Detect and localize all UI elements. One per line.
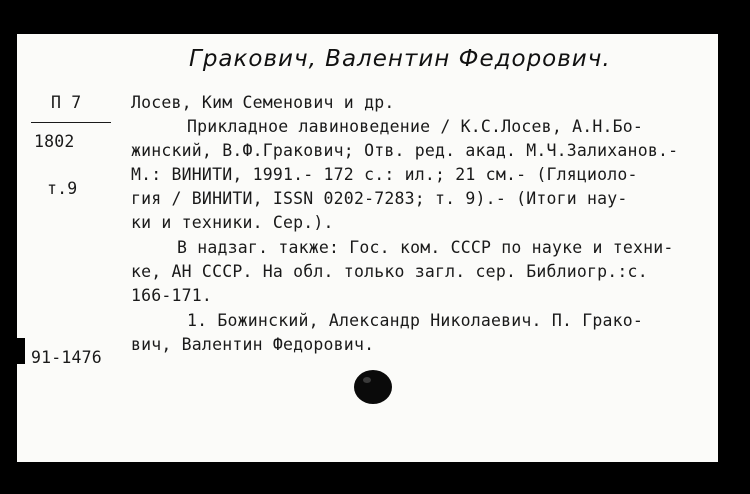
main-author: Лосев, Ким Семенович и др. <box>131 93 395 112</box>
call-number: 1802 <box>34 132 75 151</box>
handwritten-heading: Гракович, Валентин Федорович. <box>189 46 611 72</box>
description-line: гия / ВИНИТИ, ISSN 0202-7283; т. 9).- (Итоги нау- <box>131 189 628 208</box>
description-line: Прикладное лавиноведение / К.С.Лосев, А.Н.Бо- <box>187 117 644 136</box>
description-line: ки и техники. Сер.). <box>131 213 334 232</box>
volume-number: т.9 <box>47 179 78 198</box>
call-number-rule <box>31 122 111 123</box>
card-edge-notch <box>17 338 25 364</box>
description-line: М.: ВИНИТИ, 1991.- 172 с.: ил.; 21 см.- (Гляциоло- <box>131 165 638 184</box>
catalog-card <box>17 34 718 462</box>
note-line: 166-171. <box>131 286 213 305</box>
note-line: В надзаг. также: Гос. ком. СССР по науке и техни- <box>177 238 674 257</box>
accession-number: 91-1476 <box>31 348 102 367</box>
tracing-line: 1. Божинский, Александр Николаевич. П. Грако- <box>187 311 644 330</box>
description-line: жинский, В.Ф.Гракович; Отв. ред. акад. М.Ч.Залиханов.- <box>131 141 679 160</box>
punch-hole <box>351 366 395 410</box>
shelf-mark: П 7 <box>51 93 82 112</box>
note-line: ке, АН СССР. На обл. только загл. сер. Библиогр.:с. <box>131 262 648 281</box>
tracing-line: вич, Валентин Федорович. <box>131 335 375 354</box>
